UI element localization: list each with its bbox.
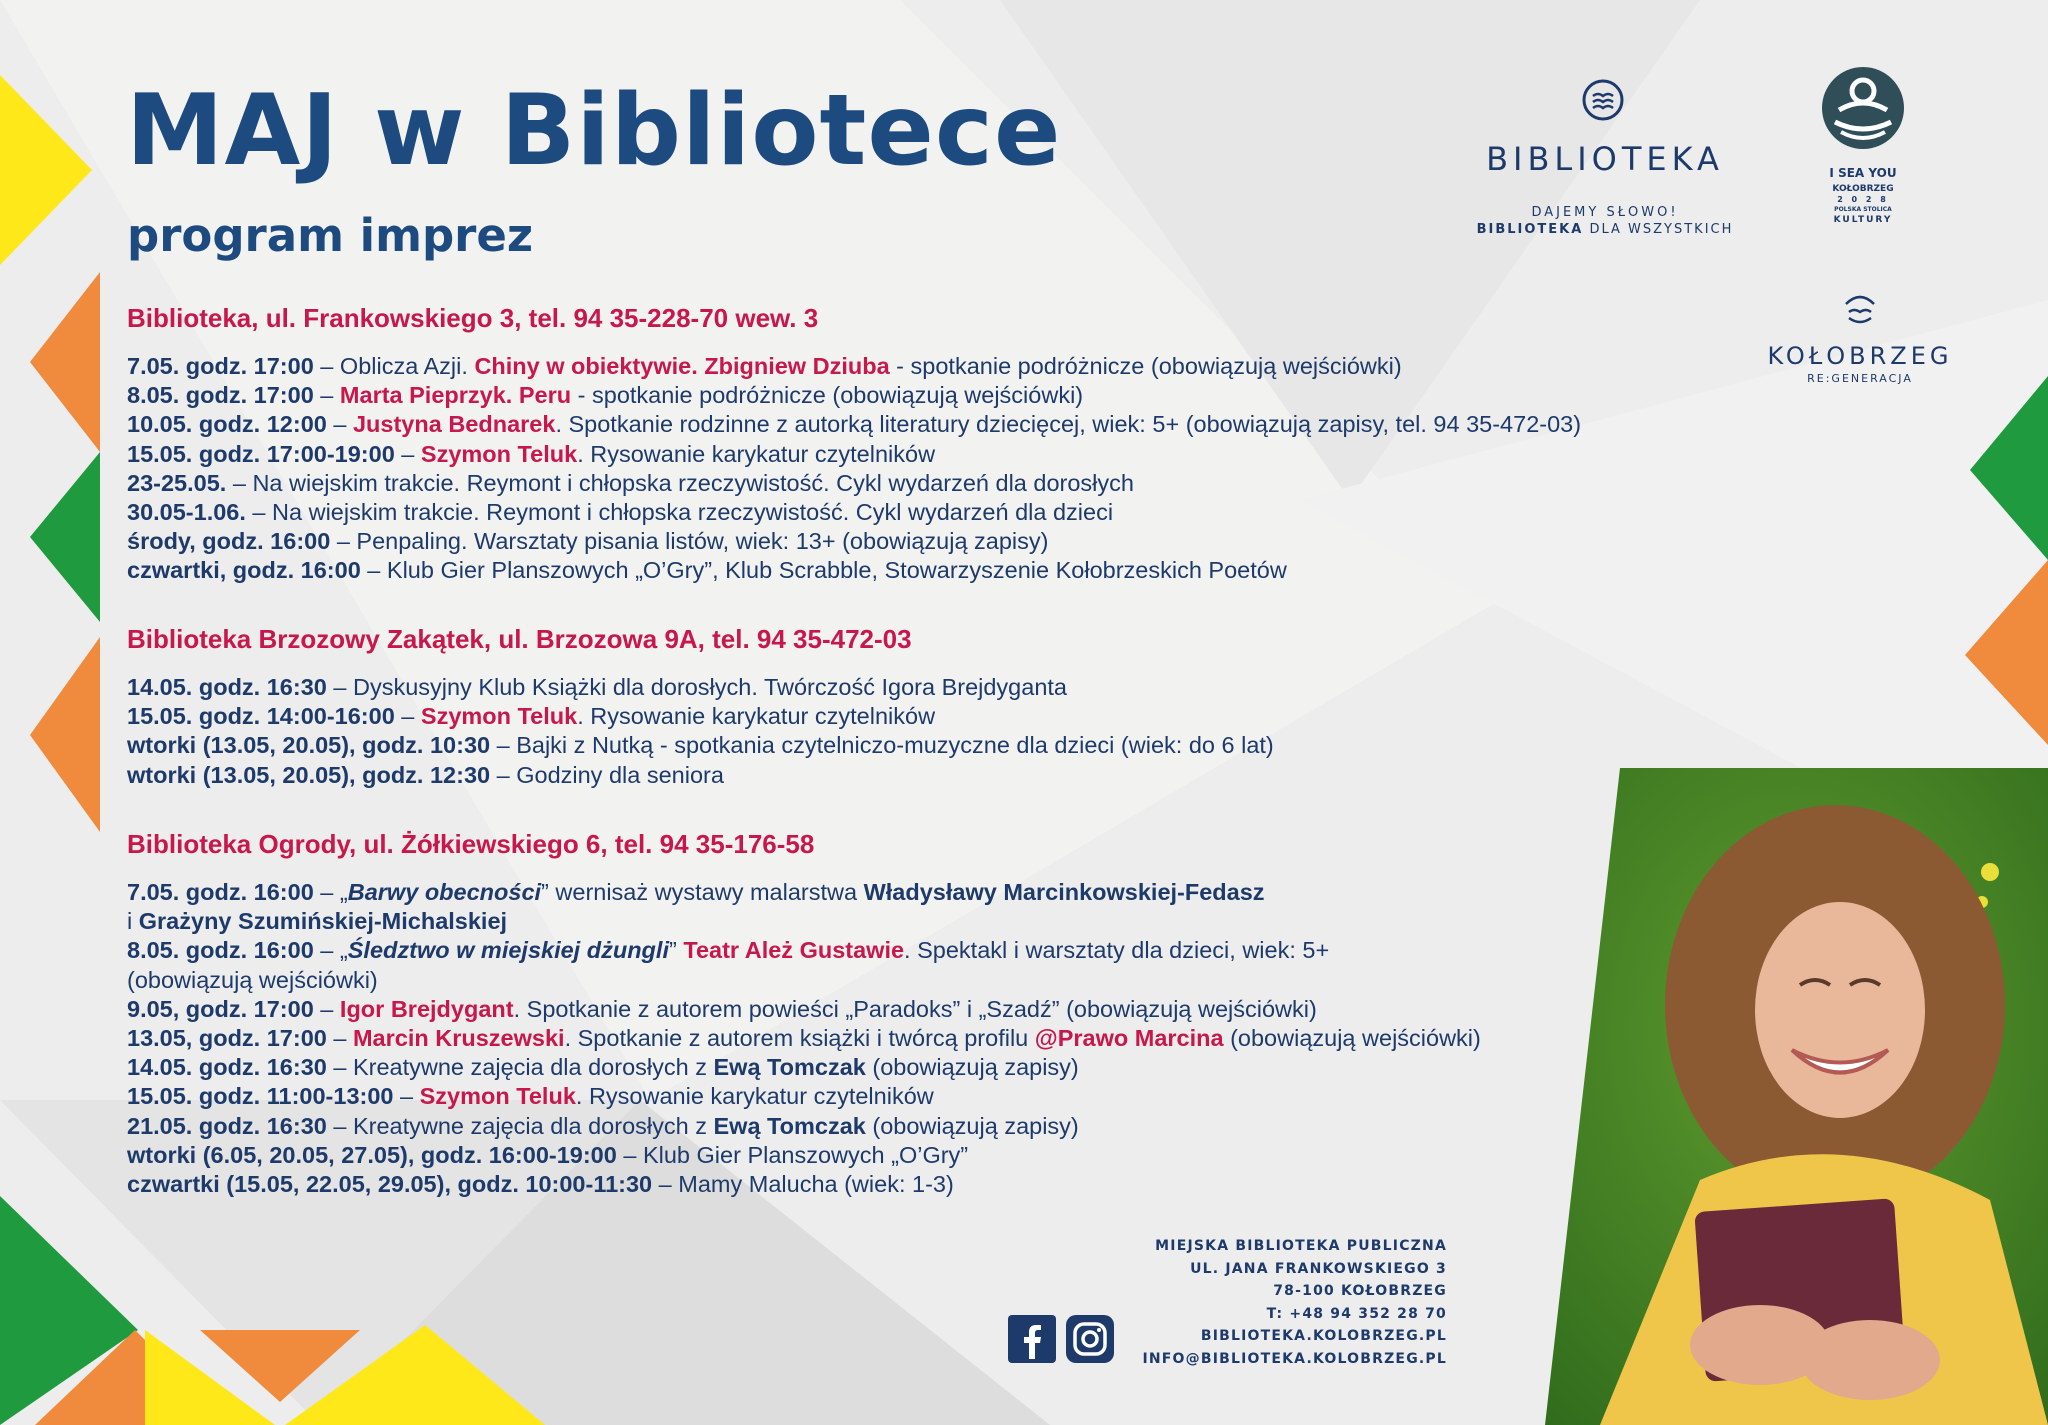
event-line — [127, 1082, 1687, 1111]
event-text: – — [394, 440, 421, 467]
contact-info — [1142, 1235, 1447, 1371]
event-text: . Rysowanie karykatur czytelników — [577, 703, 936, 730]
event-text: czwartki (15.05, 22.05, 29.05), godz. 10:00-11:30 — [127, 1171, 653, 1198]
page-subtitle: program imprez — [127, 209, 534, 262]
event-text: Igor Brejdygant — [339, 995, 514, 1022]
event-text: Szymon Teluk — [420, 440, 578, 467]
event-text: Teatr Ależ Gustawie — [683, 937, 905, 964]
event-text: – Kreatywne zajęcia dla dorosłych z — [326, 1112, 714, 1139]
isea-line1: I SEA YOU — [1829, 166, 1897, 180]
event-text: Ewą Tomczak — [713, 1054, 866, 1081]
event-text: (obowiązują zapisy) — [865, 1054, 1079, 1081]
event-text: – Bajki z Nutką - spotkania czytelniczo-muzyczne dla dzieci (wiek: do 6 lat) — [490, 732, 1274, 759]
event-text: . Rysowanie karykatur czytelników — [575, 1083, 934, 1110]
event-text: 14.05. godz. 16:30 — [127, 1054, 327, 1081]
event-text: – „ — [313, 879, 348, 905]
event-text: . Spotkanie z autorem powieści „Paradoks” i „Szadź” (obowiązują wejściówki) — [513, 995, 1317, 1022]
event-text: – „ — [313, 937, 348, 964]
isea-symbol-icon — [1821, 66, 1905, 150]
event-text: . Spotkanie rodzinne z autorką literatury dziecięcej, wiek: 5+ (obowiązują zapisy, tel. 94 35-472-03) — [555, 411, 1582, 438]
event-line — [127, 352, 1687, 381]
isea-logo — [1818, 66, 1908, 236]
event-text: środy, godz. 16:00 — [127, 528, 331, 555]
event-text: – Mamy Malucha (wiek: 1-3) — [652, 1171, 954, 1198]
biblioteka-name: BIBLIOTEKA — [1486, 140, 1724, 178]
isea-line4: POLSKA STOLICA — [1834, 206, 1892, 213]
kolobrzeg-logo — [1745, 292, 1975, 387]
event-text: @Prawo Marcina — [1034, 1025, 1224, 1052]
event-text: wtorki (13.05, 20.05), godz. 12:30 — [127, 761, 491, 788]
event-text: - spotkanie podróżnicze (obowiązują wejściówki) — [571, 382, 1084, 409]
contact-street: UL. JANA FRANKOWSKIEGO 3 — [1190, 1260, 1447, 1277]
event-line — [127, 731, 1687, 760]
kolobrzeg-wave-icon — [1843, 292, 1877, 326]
event-text: 21.05. godz. 16:30 — [127, 1112, 327, 1139]
event-text: . Spektakl i warsztaty dla dzieci, wiek: 5+ — [904, 937, 1330, 964]
section-heading: Biblioteka, ul. Frankowskiego 3, tel. 94 35-228-70 wew. 3 — [127, 303, 819, 333]
event-line — [127, 995, 1687, 1024]
event-text: 14.05. godz. 16:30 — [127, 674, 327, 700]
event-text: – Na wiejskim trakcie. Reymont i chłopska rzeczywistość. Cykl wydarzeń dla dzieci — [245, 499, 1114, 526]
section-ogrody — [127, 828, 1687, 1199]
contact-institution: MIEJSKA BIBLIOTEKA PUBLICZNA — [1155, 1238, 1447, 1254]
event-text: 10.05. godz. 12:00 — [127, 411, 327, 438]
event-text: 7.05. godz. 17:00 — [127, 353, 314, 379]
section-heading: Biblioteka Brzozowy Zakątek, ul. Brzozowa 9A, tel. 94 35-472-03 — [127, 624, 912, 654]
event-text: Marcin Kruszewski — [352, 1025, 565, 1052]
event-text: Ewą Tomczak — [713, 1112, 866, 1139]
event-text: (obowiązują zapisy) — [865, 1112, 1079, 1139]
event-line — [127, 673, 1687, 702]
event-text: – Kreatywne zajęcia dla dorosłych z — [326, 1054, 714, 1081]
event-text: (obowiązują wejściówki) — [1223, 1025, 1481, 1052]
event-text: 23-25.05. — [127, 469, 227, 496]
event-text: – Penpaling. Warsztaty pisania listów, wiek: 13+ (obowiązują zapisy) — [330, 528, 1049, 555]
isea-line3: 2 0 2 8 — [1837, 195, 1889, 204]
event-line — [127, 702, 1687, 731]
isea-line2: KOŁOBRZEG — [1832, 184, 1894, 194]
event-text: 13.05, godz. 17:00 — [127, 1025, 327, 1052]
event-text: i — [127, 908, 139, 935]
event-line — [127, 1141, 1687, 1170]
book-wave-icon — [1581, 78, 1625, 122]
event-text: (obowiązują wejściówki) — [127, 966, 378, 993]
event-line — [127, 1112, 1687, 1141]
event-text: – — [326, 1025, 353, 1052]
event-text: – Na wiejskim trakcie. Reymont i chłopska rzeczywistość. Cykl wydarzeń dla dorosłych — [226, 469, 1134, 496]
event-text: wtorki (13.05, 20.05), godz. 10:30 — [127, 732, 491, 759]
event-line — [127, 761, 1687, 790]
contact-city: 78-100 KOŁOBRZEG — [1273, 1283, 1447, 1300]
event-line — [127, 1024, 1687, 1053]
section-brzozowy-zakatek — [127, 623, 1687, 790]
event-text: 15.05. godz. 11:00-13:00 — [127, 1083, 394, 1110]
biblioteka-slogan-bold: BIBLIOTEKA — [1476, 222, 1584, 237]
page-title: MAJ w Bibliotece — [126, 74, 1062, 188]
event-line — [127, 469, 1687, 498]
event-text: czwartki, godz. 16:00 — [127, 557, 361, 584]
contact-website[interactable]: BIBLIOTEKA.KOLOBRZEG.PL — [1200, 1328, 1447, 1345]
event-text: – — [326, 411, 353, 438]
event-text: – Oblicza Azji. — [313, 353, 475, 379]
event-line — [127, 527, 1687, 556]
event-line — [127, 498, 1687, 527]
event-text: 15.05. godz. 17:00-19:00 — [127, 440, 395, 467]
kolobrzeg-tagline: RE:GENERACJA — [1807, 372, 1913, 385]
section-heading: Biblioteka Ogrody, ul. Żółkiewskiego 6, tel. 94 35-176-58 — [127, 829, 815, 859]
event-text: 8.05. godz. 17:00 — [127, 382, 314, 409]
event-text: – Godziny dla seniora — [490, 761, 724, 788]
event-text: Śledztwo w miejskiej dżungli — [347, 937, 669, 964]
event-list — [127, 673, 1687, 790]
event-text: . Spotkanie z autorem książki i twórcą profilu — [564, 1025, 1035, 1052]
event-text: – Klub Gier Planszowych „O’Gry”, Klub Scrabble, Stowarzyszenie Kołobrzeskich Poetów — [360, 557, 1287, 584]
event-text: Barwy obecności — [347, 879, 542, 905]
biblioteka-slogan-rest: DLA WSZYSTKICH — [1589, 222, 1734, 237]
event-text: Szymon Teluk — [419, 1083, 576, 1110]
event-text: 30.05-1.06. — [127, 499, 246, 526]
event-line — [127, 907, 1687, 936]
event-line — [127, 966, 1687, 995]
event-text: – — [313, 382, 340, 409]
event-list — [127, 352, 1687, 586]
event-line — [127, 440, 1687, 469]
event-text: Szymon Teluk — [420, 703, 578, 730]
event-line — [127, 878, 1687, 907]
event-list — [127, 878, 1687, 1199]
biblioteka-slogan-2 — [1455, 222, 1755, 237]
event-text: Marta Pieprzyk. Peru — [339, 382, 572, 409]
event-text: Justyna Bednarek — [352, 411, 556, 438]
event-text: wtorki (6.05, 20.05, 27.05), godz. 16:00-19:00 — [127, 1141, 617, 1168]
contact-phone: T: +48 94 352 28 70 — [1266, 1305, 1447, 1322]
event-line — [127, 381, 1687, 410]
instagram-icon[interactable] — [1066, 1315, 1114, 1363]
event-text: 15.05. godz. 14:00-16:00 — [127, 703, 395, 730]
event-text: Grażyny Szumińskiej-Michalskiej — [138, 908, 508, 935]
section-frankowskiego — [127, 302, 1687, 586]
event-text: – — [393, 1083, 420, 1110]
isea-line5: KULTURY — [1833, 215, 1893, 225]
event-line — [127, 410, 1687, 439]
biblioteka-logo — [1455, 78, 1755, 248]
event-line — [127, 556, 1687, 585]
event-text: – Dyskusyjny Klub Książki dla dorosłych. Twórczość Igora Brejdyganta — [326, 674, 1067, 700]
event-text: ” — [668, 937, 684, 964]
facebook-icon[interactable] — [1008, 1315, 1056, 1363]
event-line — [127, 1170, 1687, 1199]
event-text: . Rysowanie karykatur czytelników — [577, 440, 936, 467]
event-text: – Klub Gier Planszowych „O’Gry” — [616, 1141, 969, 1168]
event-text: Władysławy Marcinkowskiej-Fedasz — [863, 879, 1265, 905]
event-line — [127, 936, 1687, 965]
contact-email[interactable]: INFO@BIBLIOTEKA.KOLOBRZEG.PL — [1142, 1350, 1447, 1367]
kolobrzeg-name: KOŁOBRZEG — [1767, 342, 1953, 370]
event-line — [127, 1053, 1687, 1082]
event-text: ” wernisaż wystawy malarstwa — [541, 879, 864, 905]
biblioteka-slogan-1: DAJEMY SŁOWO! — [1531, 205, 1679, 220]
event-text: 8.05. godz. 16:00 — [127, 937, 314, 964]
event-text: – — [394, 703, 421, 730]
event-text: Chiny w obiektywie. Zbigniew Dziuba — [474, 353, 890, 379]
event-text: 9.05, godz. 17:00 — [127, 995, 314, 1022]
social-icons — [1008, 1315, 1118, 1365]
event-text: 7.05. godz. 16:00 — [127, 879, 314, 905]
event-text: - spotkanie podróżnicze (obowiązują wejściówki) — [889, 353, 1402, 379]
event-text: – — [313, 995, 340, 1022]
